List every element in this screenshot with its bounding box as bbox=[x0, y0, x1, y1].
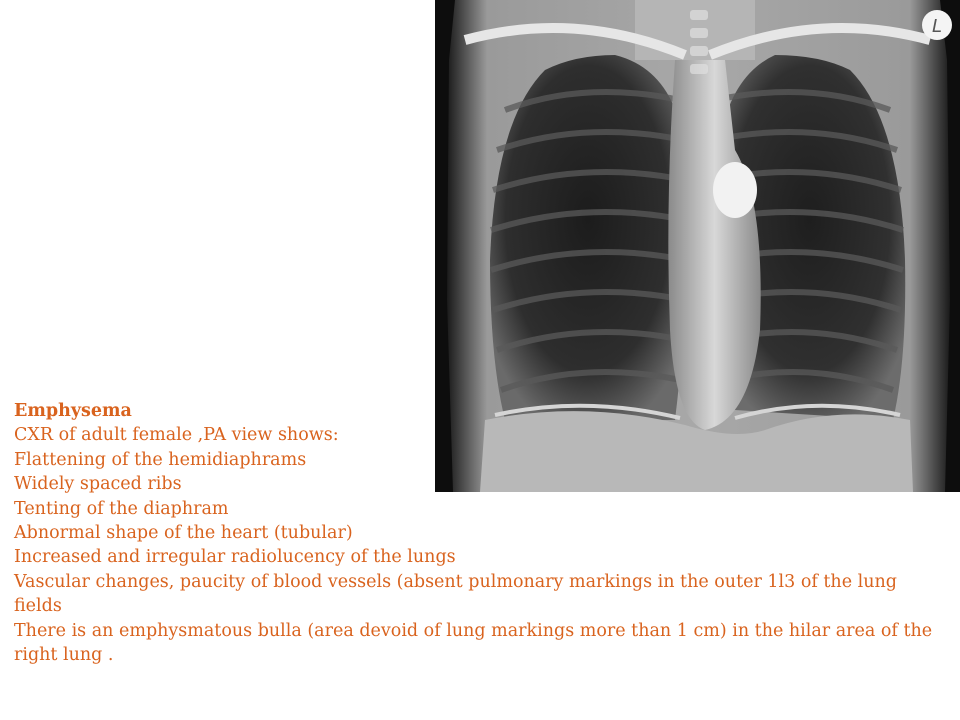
finding-line: Widely spaced ribs bbox=[14, 474, 182, 495]
slide-title: Emphysema bbox=[14, 401, 132, 421]
finding-line: Increased and irregular radiolucency of the lungs bbox=[14, 547, 456, 568]
side-marker-text: L bbox=[931, 16, 943, 37]
finding-line: Flattening of the hemidiaphrams bbox=[14, 449, 307, 470]
finding-line: Abnormal shape of the heart (tubular) bbox=[14, 523, 353, 544]
finding-line: Tenting of the diaphram bbox=[14, 498, 229, 519]
finding-line: CXR of adult female ,PA view shows: bbox=[14, 425, 339, 446]
finding-line: There is an emphysmatous bulla (area devoid of lung markings more than 1 cm) in the hilar area of the right lung . bbox=[14, 620, 933, 666]
finding-line: Vascular changes, paucity of blood vessels (absent pulmonary markings in the outer 1l3 of the lung fields bbox=[14, 571, 897, 617]
slide-text-block bbox=[14, 399, 949, 667]
